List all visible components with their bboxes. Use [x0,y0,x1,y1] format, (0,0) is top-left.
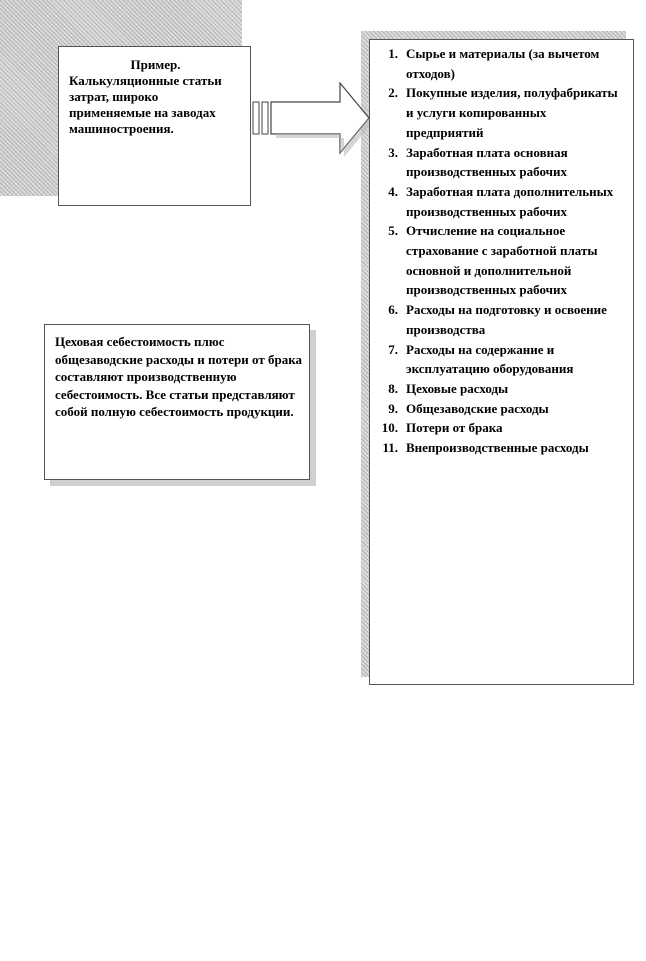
cost-item-number: 10. [381,420,398,436]
cost-items-list [376,44,621,458]
cost-item [376,143,621,182]
block-arrow-right [252,82,374,172]
note-text-2: Все статьи представляют собой [55,386,295,419]
cost-item-text: Расходы на содержание и эксплуатацию оборудования [406,341,574,377]
cost-item [376,438,621,458]
cost-item [376,83,621,142]
cost-item-text: Покупные изделия, полуфабрикаты и услуги копированных предприятий [406,85,618,140]
cost-item-text: Расходы на подготовку и освоение производства [406,302,607,337]
cost-item-text: Заработная плата основная производственных рабочих [406,144,568,180]
example-title: Пример. [130,57,181,72]
cost-item-number: 3. [388,144,398,160]
cost-item-text: Цеховые расходы [406,380,509,396]
cost-item [376,379,621,399]
cost-item-text: Заработная плата дополнительных производственных рабочих [406,183,614,219]
cost-item [376,340,621,379]
note-production-cost-term: производственную себестоимость. [55,369,237,402]
cost-item [376,44,621,83]
cost-item-text: Общезаводские расходы [406,400,549,416]
cost-item [376,300,621,339]
cost-item [376,418,621,438]
cost-item-number: 6. [388,302,398,318]
cost-item [376,221,621,300]
cost-item-number: 7. [388,341,398,357]
cost-item-text: Отчисление на социальное страхование с заработной платы основной и дополнительной производственных рабочих [406,223,598,298]
note-full-cost-term: полную себестоимость продукции. [90,404,294,419]
cost-items-box [369,39,634,685]
example-text: Калькуляционные статьи затрат, широко применяемые на заводах машиностроения. [69,73,222,136]
cost-item-number: 2. [388,85,398,101]
cost-item-number: 11. [382,440,398,456]
example-box [58,46,251,206]
cost-item-text: Сырье и материалы (за вычетом отходов) [406,46,600,81]
cost-item-number: 5. [388,223,398,239]
cost-item-number: 9. [388,400,398,416]
cost-item-number: 1. [388,46,398,61]
note-text-1: плюс общезаводские расходы и потери от брака составляют [55,334,302,384]
cost-item-number: 8. [388,380,398,396]
note-box [44,324,310,480]
cost-item-number: 4. [388,183,398,199]
note-shop-cost-term: Цеховая себестоимость [55,334,191,349]
cost-item-text: Потери от брака [406,420,503,436]
cost-item-text: Внепроизводственные расходы [406,440,589,456]
cost-item [376,399,621,419]
cost-item [376,182,621,221]
